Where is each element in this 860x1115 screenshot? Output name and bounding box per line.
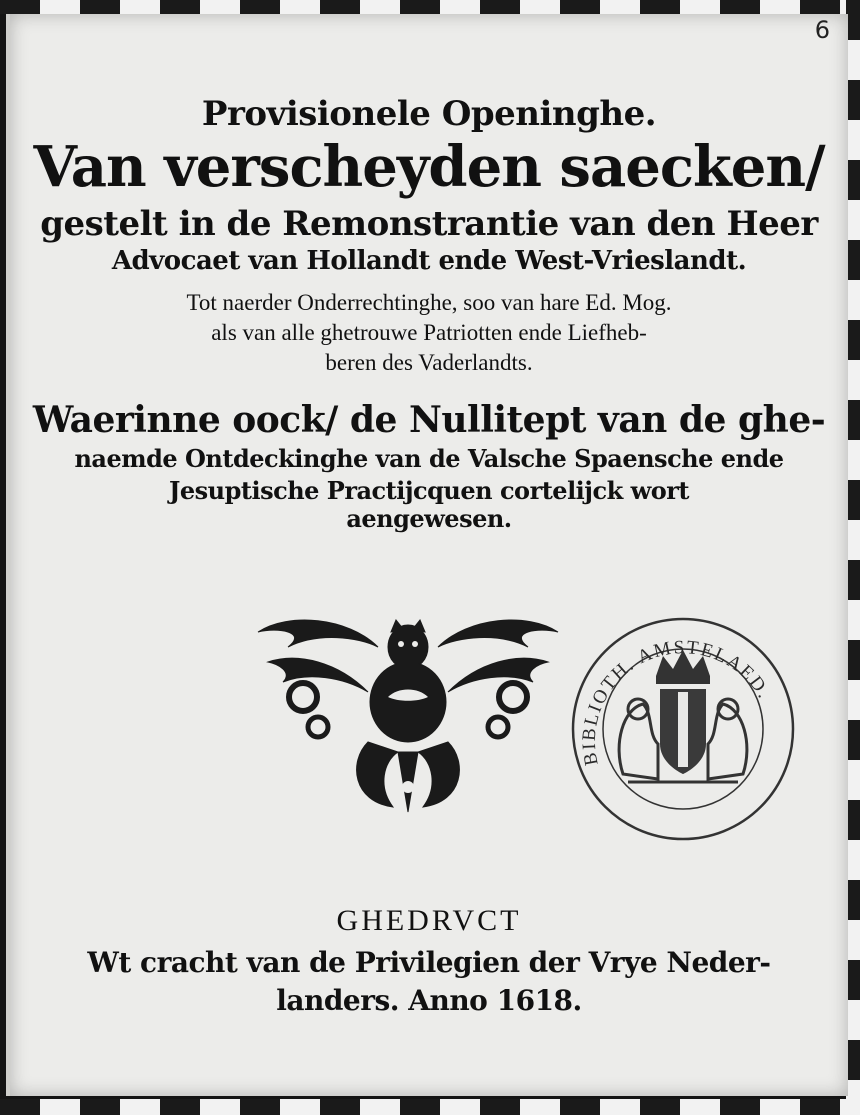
body-line-1: Waerinne oock/ de Nullitept van de ghe- xyxy=(32,399,826,441)
body-line-4: aengewesen. xyxy=(346,504,512,533)
subtitle-line-2: als van alle ghetrouwe Patriotten ende Liefheb- xyxy=(211,320,647,345)
printers-ornament-icon xyxy=(248,602,568,817)
svg-text:✕: ✕ xyxy=(677,741,689,756)
color-scale-right xyxy=(846,0,860,1115)
svg-text:✕: ✕ xyxy=(677,721,689,736)
imprint-line-3: landers. Anno 1618. xyxy=(276,984,582,1017)
title-line-1: Provisionele Openinghe. xyxy=(201,94,657,134)
body-line-3: Jesuptische Practijcquen cortelijck wort xyxy=(169,476,689,505)
body-line-2: naemde Ontdeckinghe van de Valsche Spaensche ende xyxy=(74,444,784,473)
library-seal-icon xyxy=(568,614,798,844)
title-line-3: gestelt in de Remonstrantie van den Heer xyxy=(40,204,818,244)
imprint-line-2: Wt cracht van de Privilegien der Vrye Neder- xyxy=(87,946,771,979)
title-line-2: Van verscheyden saecken/ xyxy=(33,134,825,200)
svg-text:✕: ✕ xyxy=(677,701,689,716)
subtitle-line-3: beren des Vaderlandts. xyxy=(325,350,533,375)
stamp-text: BIBLIOTH. AMSTELAED. xyxy=(578,637,776,768)
library-stamp xyxy=(568,614,798,844)
title-page xyxy=(6,14,848,1096)
color-scale-bottom xyxy=(0,1099,860,1115)
page-number: 6 xyxy=(814,16,830,44)
subtitle-line-1: Tot naerder Onderrechtinghe, soo van hare Ed. Mog. xyxy=(186,290,672,315)
imprint-line-1: GHEDRVCT xyxy=(336,904,522,937)
title-line-4: Advocaet van Hollandt ende West-Vrieslandt. xyxy=(111,246,747,276)
color-scale-top xyxy=(0,0,860,14)
